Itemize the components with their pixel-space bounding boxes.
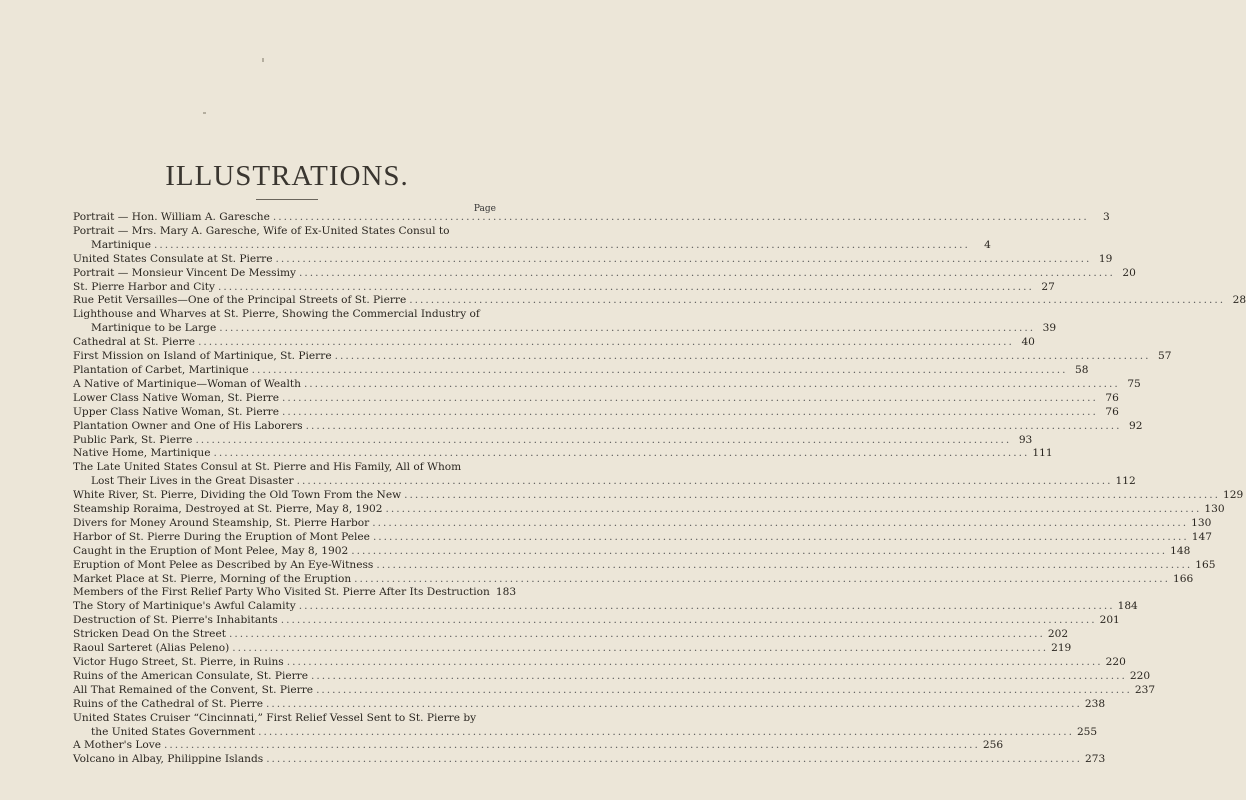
list-item [73, 489, 1244, 503]
list-item [73, 294, 1246, 308]
entry-title: All That Remained of the Convent, St. Pierre [73, 683, 314, 696]
dot-leader [372, 517, 1188, 531]
list-item [73, 739, 1004, 753]
paper-speck [203, 112, 206, 114]
list-item [73, 642, 1072, 656]
list-item [73, 336, 1035, 350]
list-item [73, 516, 1212, 531]
entry-title: Plantation of Carbet, Martinique [73, 363, 249, 376]
dot-leader [354, 573, 1170, 587]
dot-leader [213, 447, 1029, 461]
page-number: 237 [1134, 683, 1156, 696]
page-number: 147 [1191, 530, 1213, 543]
list-item [73, 363, 1089, 378]
entry-title: Ruins of the American Consulate, St. Pierre [73, 669, 309, 682]
entry-title: Plantation Owner and One of His Laborers [73, 419, 303, 432]
dot-leader [335, 350, 1151, 364]
dot-leader [304, 378, 1120, 392]
page-number: 165 [1195, 558, 1216, 571]
page-number: 220 [1105, 656, 1126, 668]
entry-title: United States Consulate at St. Pierre [73, 252, 273, 265]
entry-title: Stricken Dead On the Street [73, 628, 226, 641]
title-rule [256, 199, 318, 200]
list-item [73, 503, 1225, 517]
page-number: 219 [1051, 642, 1072, 655]
entry-title: The Story of Martinique's Awful Calamity [73, 600, 296, 613]
entry-title: Raoul Sarteret (Alias Peleno) [73, 642, 230, 655]
entry-title: Lighthouse and Wharves at St. Pierre, Showing the Commercial Industry of [73, 308, 480, 321]
dot-leader [154, 239, 970, 253]
list-item [73, 544, 1191, 559]
list-item [73, 572, 1194, 587]
list-item [73, 586, 517, 600]
dot-leader [198, 336, 1014, 350]
list-item [73, 683, 1156, 698]
entry-title: Steamship Roraima, Destroyed at St. Pierre, May 8, 1902 [73, 503, 383, 516]
list-item [73, 419, 1143, 434]
dot-leader [276, 253, 1092, 267]
entry-title: Market Place at St. Pierre, Morning of the Eruption [73, 572, 352, 585]
page-number: 220 [1129, 669, 1151, 682]
entry-title: Native Home, Martinique [73, 447, 211, 460]
dot-leader [306, 420, 1122, 434]
list-item [73, 308, 497, 322]
dot-leader [409, 294, 1225, 308]
entry-title: Volcano in Albay, Philippine Islands [73, 753, 264, 766]
entry-title: Destruction of St. Pierre's Inhabitants [73, 614, 278, 627]
dot-leader [297, 475, 1113, 489]
entry-title: Portrait — Mrs. Mary A. Garesche, Wife of Ex-United States Consul to [73, 224, 450, 237]
page-number: 112 [1115, 475, 1136, 488]
entry-title: A Native of Martinique—Woman of Wealth [73, 377, 301, 390]
list-item [73, 280, 1055, 295]
page-number: 273 [1085, 753, 1106, 766]
page-title: ILLUSTRATIONS. [165, 160, 409, 192]
entry-title: Upper Class Native Woman, St. Pierre [73, 405, 279, 418]
dot-leader [232, 642, 1048, 656]
page-number: 130 [1204, 503, 1225, 516]
entry-title: St. Pierre Harbor and City [73, 280, 216, 293]
dot-leader [252, 364, 1068, 378]
dot-leader [376, 559, 1192, 573]
dot-leader [386, 503, 1202, 517]
page-number: 57 [1157, 350, 1172, 363]
page-number: 129 [1223, 489, 1244, 502]
entry-title: Martinique to be Large [91, 322, 217, 335]
illustrations-list [73, 211, 1246, 767]
page-number: 76 [1105, 405, 1119, 418]
list-item [73, 238, 991, 253]
page-number: 19 [1098, 252, 1113, 265]
list-item [73, 433, 1033, 448]
page-number: 202 [1047, 628, 1069, 641]
entry-title: the United States Government [91, 725, 256, 738]
list-item [73, 712, 497, 726]
page-number: 27 [1041, 280, 1055, 293]
entry-title: Victor Hugo Street, St. Pierre, in Ruins [73, 656, 284, 668]
list-item [73, 753, 1106, 767]
page-number: 28 [1232, 294, 1246, 307]
page-number: 256 [982, 739, 1004, 752]
list-item [73, 656, 1126, 670]
dot-leader [299, 267, 1115, 281]
list-item [73, 391, 1119, 406]
entry-title: First Mission on Island of Martinique, St. Pierre [73, 350, 332, 363]
dot-leader [373, 531, 1189, 545]
dot-leader [299, 600, 1115, 614]
list-item [73, 725, 1098, 740]
dot-leader [287, 656, 1103, 670]
entry-title: United States Cruiser “Cincinnati,” First Relief Vessel Sent to St. Pierre by [73, 711, 477, 724]
dot-leader [351, 545, 1167, 559]
list-item [73, 600, 1138, 614]
page-number: 183 [495, 586, 517, 599]
dot-leader [282, 392, 1098, 406]
entry-title: Divers for Money Around Steamship, St. Pierre Harbor [73, 516, 370, 529]
list-item [73, 350, 1172, 364]
dot-leader [273, 211, 1089, 225]
entry-title: Lost Their Lives in the Great Disaster [91, 475, 294, 488]
entry-title: Cathedral at St. Pierre [73, 336, 196, 349]
page-number: 58 [1074, 363, 1089, 376]
page-number: 3 [1102, 211, 1110, 223]
list-item [73, 558, 1216, 573]
dot-leader [258, 726, 1074, 740]
entry-title: Caught in the Eruption of Mont Pelee, May 8, 1902 [73, 544, 349, 557]
entry-title: Portrait — Hon. William A. Garesche [73, 211, 270, 223]
list-item [73, 447, 1053, 461]
list-item [73, 266, 1136, 281]
list-item [73, 530, 1213, 545]
dot-leader [316, 684, 1132, 698]
entry-title: The Late United States Consul at St. Pierre and His Family, All of Whom [73, 461, 462, 474]
page-number: 184 [1117, 600, 1138, 613]
list-item [73, 461, 497, 475]
list-item [73, 614, 1120, 628]
page-number: 130 [1191, 516, 1212, 529]
list-item [73, 628, 1069, 642]
dot-leader [218, 281, 1034, 295]
dot-leader [281, 614, 1097, 628]
entry-title: Public Park, St. Pierre [73, 433, 193, 446]
entry-title: Members of the First Relief Party Who Visited St. Pierre After Its Destruction [73, 586, 490, 599]
dot-leader [219, 322, 1035, 336]
list-item [73, 377, 1141, 392]
dot-leader [164, 739, 980, 753]
page-number: 40 [1021, 336, 1035, 349]
entry-title: White River, St. Pierre, Dividing the Old Town From the New [73, 489, 402, 502]
paper-speck [262, 58, 264, 62]
list-item [73, 669, 1151, 684]
page-number: 75 [1127, 377, 1141, 390]
dot-leader [282, 406, 1098, 420]
list-item [73, 475, 1136, 489]
list-item [73, 405, 1119, 420]
page-number: 111 [1032, 447, 1053, 460]
list-item [73, 225, 497, 239]
page-number: 201 [1099, 614, 1120, 627]
list-item [73, 697, 1106, 712]
entry-title: Ruins of the Cathedral of St. Pierre [73, 697, 263, 710]
entry-title: Harbor of St. Pierre During the Eruption of Mont Pelee [73, 530, 370, 543]
page-number: 20 [1122, 266, 1136, 279]
list-item [73, 211, 1110, 225]
page-number: 238 [1084, 697, 1106, 710]
entry-title: Eruption of Mont Pelee as Described by An Eye-Witness [73, 558, 374, 571]
page-number: 148 [1170, 544, 1191, 557]
page-number: 39 [1042, 322, 1057, 335]
page-number: 76 [1105, 391, 1119, 404]
dot-leader [404, 489, 1220, 503]
entry-title: Lower Class Native Woman, St. Pierre [73, 391, 279, 404]
dot-leader [266, 698, 1082, 712]
list-item [73, 322, 1057, 336]
list-item [73, 252, 1113, 267]
page-number: 255 [1076, 725, 1098, 738]
entry-title: Rue Petit Versailles—One of the Principal Streets of St. Pierre [73, 294, 407, 307]
page-number: 166 [1173, 572, 1194, 585]
page-number: 93 [1018, 433, 1033, 446]
dot-leader [311, 670, 1127, 684]
entry-title: Martinique [91, 238, 151, 251]
page-number: 4 [984, 238, 991, 251]
dot-leader [195, 434, 1011, 448]
page-column-header: Page [473, 204, 496, 214]
entry-title: A Mother's Love [73, 739, 162, 752]
dot-leader [229, 628, 1045, 642]
page-number: 92 [1128, 419, 1143, 432]
entry-title: Portrait — Monsieur Vincent De Messimy [73, 266, 297, 279]
dot-leader [266, 753, 1082, 767]
